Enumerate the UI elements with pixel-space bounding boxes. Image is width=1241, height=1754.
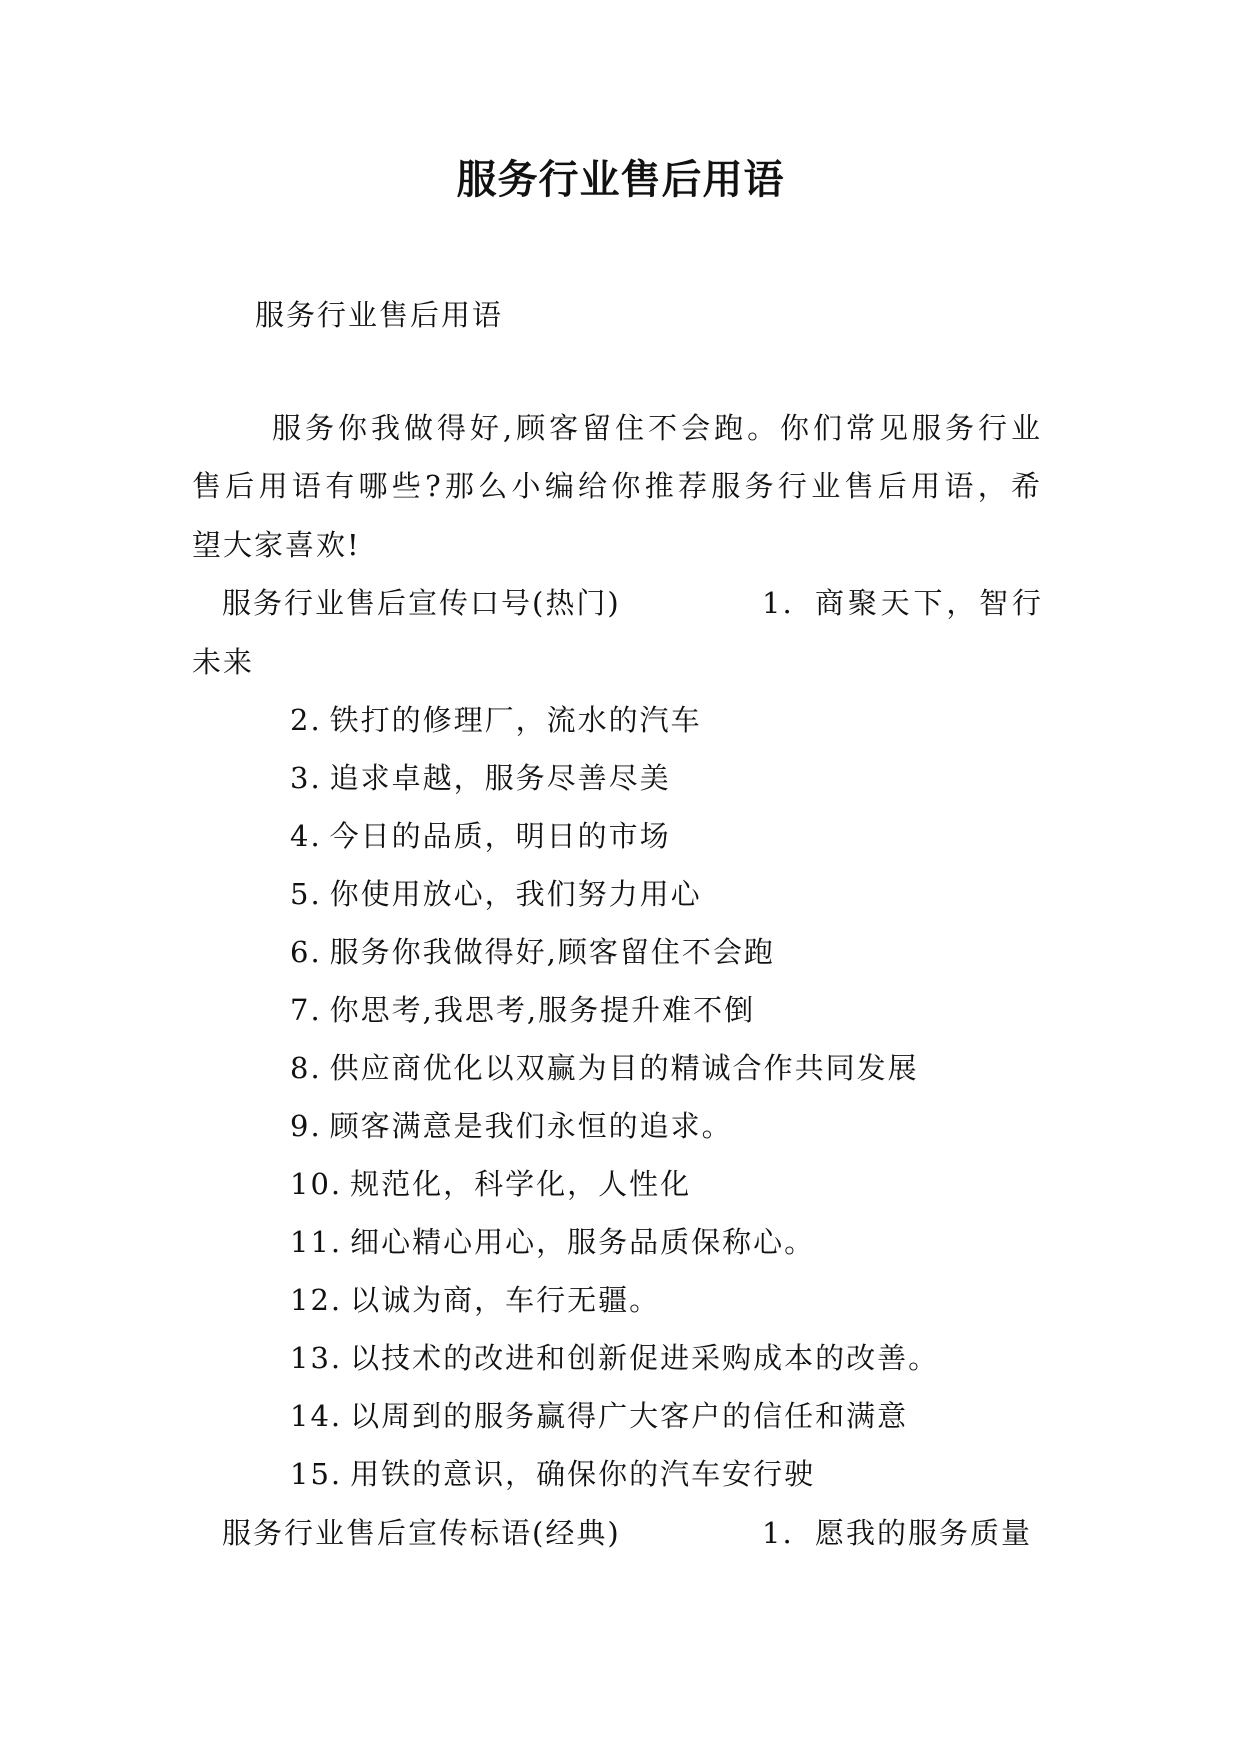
list-item-text: 以技术的改进和创新促进采购成本的改善。 [350,1341,940,1375]
list-item-number: 3. [290,761,322,795]
list-item [290,990,755,1030]
list-item-text: 顾客满意是我们永恒的追求。 [329,1109,733,1143]
list-item-text: 以周到的服务赢得广大客户的信任和满意 [350,1399,909,1433]
list-item-number: 11. [290,1225,343,1259]
list-item-number: 8. [290,1051,322,1085]
list-item-text: 以诚为商，车行无疆。 [350,1283,661,1317]
intro-line-3: 望大家喜欢! [192,528,361,562]
list-item [290,758,671,798]
list-item-number: 15. [290,1457,343,1491]
list-item-number: 7. [290,993,322,1027]
list-item-text: 你使用放心，我们努力用心 [329,877,702,911]
list-item [290,1396,908,1436]
list-item-number: 4. [290,819,322,853]
list-item-number: 13. [290,1341,343,1375]
list-item-text: 追求卓越，服务尽善尽美 [329,761,671,795]
list-item [290,1106,733,1146]
section-1-item-1-text: 商聚天下，智行 [815,586,1043,620]
list-item-text: 今日的品质，明日的市场 [329,819,671,853]
list-item-number: 9. [290,1109,322,1143]
document-title: 服务行业售后用语 [456,157,785,203]
list-item-number: 12. [290,1283,343,1317]
section-2-heading: 服务行业售后宣传标语(经典) [222,1516,621,1550]
list-item-text: 规范化，科学化，人性化 [350,1167,692,1201]
list-item-text: 铁打的修理厂，流水的汽车 [329,703,702,737]
section-2-item-1-number: 1. [762,1516,794,1550]
document-subtitle: 服务行业售后用语 [255,298,504,332]
list-item [290,1222,815,1262]
list-item-text: 服务你我做得好,顾客留住不会跑 [329,935,775,969]
list-item [290,700,702,740]
section-2-item-1-text: 愿我的服务质量 [815,1516,1033,1550]
list-item [290,1338,939,1378]
list-item [290,816,671,856]
list-item-text: 供应商优化以双赢为目的精诚合作共同发展 [329,1051,919,1085]
section-1-heading: 服务行业售后宣传口号(热门) [222,586,621,620]
intro-line-2: 售后用语有哪些?那么小编给你推荐服务行业售后用语，希 [192,469,1042,503]
section-1-item-1-text-continued: 未来 [192,645,255,679]
list-item [290,874,702,914]
list-item-number: 10. [290,1167,343,1201]
list-item-number: 6. [290,935,322,969]
list-item [290,1048,919,1088]
intro-line-1: 服务你我做得好,顾客留住不会跑。你们常见服务行业 [272,411,1042,445]
list-item [290,932,775,972]
list-item-number: 5. [290,877,322,911]
list-item-text: 细心精心用心，服务品质保称心。 [350,1225,816,1259]
list-item-number: 2. [290,703,322,737]
list-item [290,1454,815,1494]
section-1-item-1-number: 1. [762,586,794,620]
list-item-number: 14. [290,1399,343,1433]
list-item [290,1280,660,1320]
list-item-text: 你思考,我思考,服务提升难不倒 [329,993,756,1027]
list-item [290,1164,691,1204]
list-item-text: 用铁的意识，确保你的汽车安行驶 [350,1457,816,1491]
